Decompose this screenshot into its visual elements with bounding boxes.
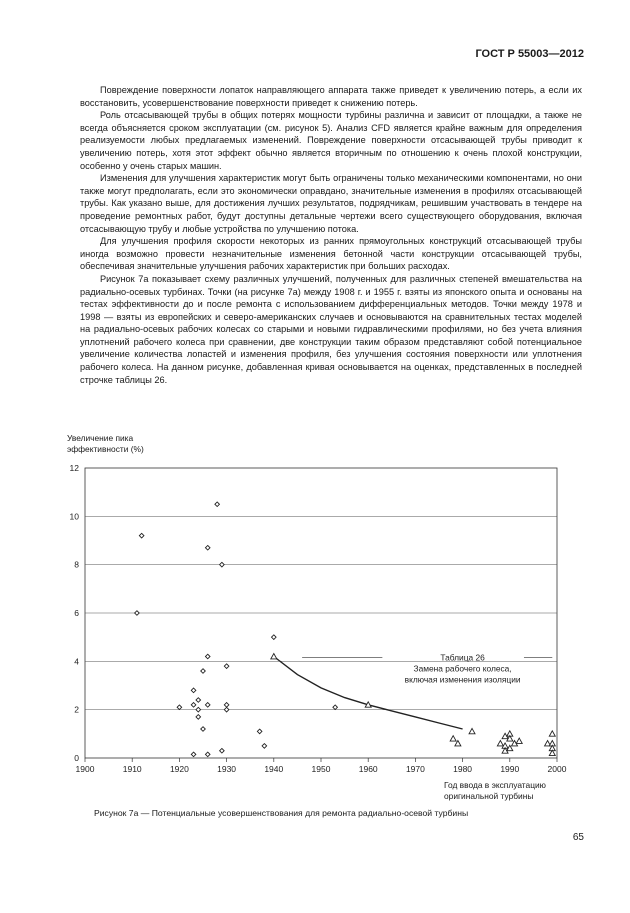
x-tick-label: 1900 — [75, 764, 95, 774]
x-axis-label-line: Год ввода в эксплуатацию — [444, 780, 546, 790]
x-tick-label: 1920 — [169, 764, 189, 774]
diamond-point — [224, 707, 229, 712]
x-tick-label: 1930 — [217, 764, 237, 774]
y-tick-label: 6 — [74, 608, 79, 618]
y-axis-label-line: эффективности (%) — [67, 444, 144, 454]
diamond-point — [215, 502, 220, 507]
diamond-point — [262, 744, 267, 749]
paragraph: Изменения для улучшения характеристик могут быть ограничены только механическими компонентами, но они также могут предполагать, если это экономически оправдано, значительные изменения в профилях отсасывающей трубы. Как указано выше, для достижения лучших результатов, подрядчикам, решившим участвовать в тендере на проведение ремонтных работ, будут доступны детальные чертежи всего существующего оборудования, включая отсасывающую трубу и любые устройства по улучшению потока. — [80, 173, 582, 234]
figure-caption: Рисунок 7а — Потенциальные усовершенствования для ремонта радиально-осевой турбины — [94, 808, 469, 818]
triangle-point — [549, 731, 555, 736]
efficiency-chart — [40, 428, 580, 778]
diamond-point — [196, 715, 201, 720]
triangle-point — [271, 654, 277, 659]
triangle-point — [516, 738, 522, 743]
diamond-point — [201, 669, 206, 674]
triangle-point — [450, 736, 456, 741]
diamond-point — [333, 705, 338, 710]
x-tick-label: 1950 — [311, 764, 331, 774]
y-tick-label: 0 — [74, 753, 79, 763]
diamond-point — [220, 562, 225, 567]
diamond-point — [257, 729, 262, 734]
diamond-point — [191, 703, 196, 708]
diamond-point — [224, 703, 229, 708]
x-tick-label: 1980 — [453, 764, 473, 774]
x-axis-label-line: оригинальной турбины — [444, 791, 534, 801]
paragraph: Рисунок 7а показывает схему различных улучшений, полученных для различных степеней вмешательства на радиально-осевых турбинах. Точки (на рисунке 7а) между 1908 г. и 1955 г. взяты из японского опыта и основаны на тестах эффективности до и после ремонта с использованием дифференциальных методов. Точки между 1978 и 1998 — взяты из европейских и северо-американских случаев и основываются на сравнительных тестах моделей на радиально-осевых рабочих колесах со старыми и новыми гидравлическими профилями, но без учета влияния уплотнений рабочего колеса при сравнении, две конструкции таким образом представляют собой потенциальное увеличение количества лопастей и изменения профиля, без улучшения состояния поверхности или уплотнения рабочего колеса. На данном рисунке, добавленная кривая основывается на оценках, представленных в последней строчке таблицы 26. — [80, 273, 582, 385]
diamond-point — [205, 545, 210, 550]
annotation-label: Замена рабочего колеса, — [413, 663, 512, 674]
x-tick-label: 1990 — [500, 764, 520, 774]
y-tick-label: 8 — [74, 559, 79, 570]
triangle-point — [469, 728, 475, 733]
y-tick-label: 2 — [74, 704, 79, 715]
diamond-point — [205, 654, 210, 659]
page-number: 65 — [572, 832, 584, 843]
triangle-point — [497, 741, 503, 746]
diamond-point — [191, 688, 196, 693]
x-tick-label: 1910 — [122, 764, 142, 774]
diamond-point — [191, 752, 196, 757]
y-tick-label: 4 — [74, 656, 79, 667]
diamond-point — [196, 698, 201, 703]
diamond-point — [135, 611, 140, 616]
diamond-point — [201, 727, 206, 732]
diamond-point — [272, 635, 277, 640]
x-tick-label: 1970 — [405, 764, 425, 774]
diamond-point — [205, 752, 210, 757]
body-text — [80, 84, 582, 386]
x-tick-label: 2000 — [547, 764, 567, 774]
paragraph: Для улучшения профиля скорости некоторых из ранних прямоугольных конструкций отсасывающей трубы иногда возможно провести незначительные изменения бетонной части конструкции отсасывающей трубы, обеспечивая значительные улучшения рабочих характеристик при больших расходах. — [80, 236, 582, 272]
y-axis-label-line: Увеличение пика — [67, 433, 134, 443]
diamond-point — [139, 533, 144, 538]
diamond-point — [196, 707, 201, 712]
annotation-label: Таблица 26 — [440, 652, 485, 663]
chart-x-axis-label — [444, 780, 546, 802]
diamond-point — [220, 748, 225, 753]
paragraph: Роль отсасывающей трубы в общих потерях мощности турбины различна и зависит от площадки, а также не всегда объясняется сроком эксплуатации (см. рисунок 5). Анализ CFD является крайне важным для определения реализуемости любых предлагаемых изменений. Повреждение поверхности отсасывающей трубы приводит к увеличению потерь, хотя этот эффект обычно является вторичным по отношению к очень плохой конструкции, особенно у очень старых машин. — [80, 110, 582, 171]
y-tick-label: 12 — [69, 463, 79, 473]
paragraph: Повреждение поверхности лопаток направляющего аппарата также приведет к увеличению потерь, а если их восстановить, усовершенствование поверхности приведет к снижению потерь. — [80, 85, 582, 108]
diamond-point — [177, 705, 182, 710]
diamond-point — [205, 703, 210, 708]
diamond-point — [224, 664, 229, 669]
y-tick-label: 10 — [69, 511, 79, 522]
document-id: ГОСТ Р 55003—2012 — [475, 48, 584, 60]
annotation-label: включая изменения изоляции — [404, 674, 521, 685]
x-tick-label: 1960 — [358, 764, 378, 774]
x-tick-label: 1940 — [264, 764, 284, 774]
